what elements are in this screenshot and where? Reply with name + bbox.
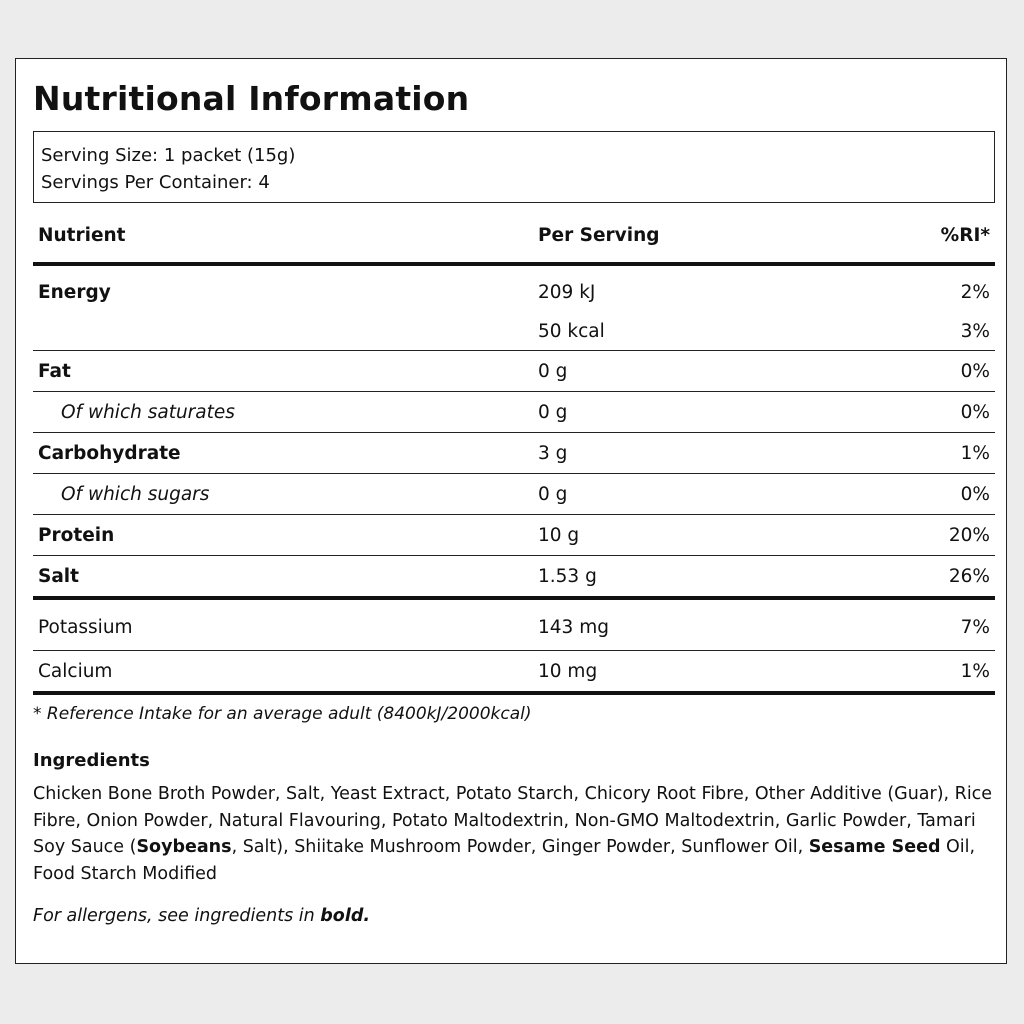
nutrient-name: Of which sugars	[61, 483, 210, 505]
per-serving-value: 3 g	[538, 442, 568, 464]
table-row	[33, 515, 995, 556]
per-serving-value: 143 mg	[538, 616, 609, 638]
reference-intake-footnote: * Reference Intake for an average adult (8400kJ/2000kcal)	[33, 704, 532, 724]
ingredients-text: Oil, Food Starch Modified	[33, 837, 976, 884]
serving-info-box	[33, 131, 995, 203]
nutrient-name	[33, 312, 533, 351]
ingredients-heading: Ingredients	[33, 750, 150, 771]
per-serving-value: 0 g	[538, 401, 568, 423]
nutrient-name: Of which saturates	[61, 401, 235, 423]
ri-value: 7%	[960, 616, 990, 638]
table-row	[33, 598, 995, 651]
nutrient-name: Carbohydrate	[38, 442, 181, 464]
servings-per-container: Servings Per Container: 4	[41, 172, 270, 193]
per-serving-value: 1.53 g	[538, 565, 597, 587]
nutrient-name: Energy	[38, 281, 111, 303]
serving-size: Serving Size: 1 packet (15g)	[41, 145, 296, 166]
table-row	[33, 433, 995, 474]
ri-value: 3%	[960, 320, 990, 342]
ingredients-text: , Salt), Shiitake Mushroom Powder, Ginger Powder, Sunflower Oil,	[231, 837, 809, 857]
table-row	[33, 264, 995, 312]
per-serving-value: 10 g	[538, 524, 580, 546]
ingredients-text: Chicken Bone Broth Powder, Salt, Yeast Extract, Potato Starch, Chicory Root Fibre, Other Additive (Guar), Rice Fibre, Onion Powder, Natural Flavouring, Potato Maltodextrin, Non-GMO Maltodextrin, Garlic Powder, Tamari Soy Sauce (	[33, 784, 993, 857]
ri-value: 1%	[960, 442, 990, 464]
allergen-sesame-seed: Sesame Seed	[808, 837, 941, 857]
nutrient-name: Calcium	[38, 660, 113, 682]
page-title: Nutritional Information	[33, 79, 470, 118]
table-header-row	[33, 209, 995, 264]
allergen-note	[33, 906, 370, 926]
table-row	[33, 651, 995, 694]
ri-value: 20%	[948, 524, 990, 546]
per-serving-value: 50 kcal	[538, 320, 605, 342]
nutrient-name: Potassium	[38, 616, 133, 638]
ri-value: 26%	[948, 565, 990, 587]
ri-value: 0%	[960, 483, 990, 505]
header-nutrient: Nutrient	[38, 225, 126, 246]
table-row	[33, 392, 995, 433]
table-row	[33, 312, 995, 351]
ri-value: 2%	[960, 281, 990, 303]
per-serving-value: 10 mg	[538, 660, 598, 682]
ri-value: 0%	[960, 401, 990, 423]
per-serving-value: 0 g	[538, 483, 568, 505]
ri-value: 0%	[960, 360, 990, 382]
allergen-note-text: For allergens, see ingredients in	[33, 906, 321, 926]
nutrient-name: Salt	[38, 565, 79, 587]
nutrient-name: Protein	[38, 524, 115, 546]
table-row	[33, 556, 995, 599]
per-serving-value: 209 kJ	[538, 281, 596, 303]
table-row	[33, 474, 995, 515]
ri-value: 1%	[960, 660, 990, 682]
allergen-note-bold: bold.	[320, 906, 371, 926]
nutrient-name: Fat	[38, 360, 71, 382]
allergen-soybeans: Soybeans	[136, 837, 232, 857]
table-row	[33, 351, 995, 392]
header-ri: %RI*	[940, 225, 990, 246]
ingredients-list	[33, 781, 1003, 887]
per-serving-value: 0 g	[538, 360, 568, 382]
header-per-serving: Per Serving	[538, 225, 660, 246]
nutrition-panel	[15, 58, 1007, 964]
nutrition-table	[33, 209, 995, 695]
